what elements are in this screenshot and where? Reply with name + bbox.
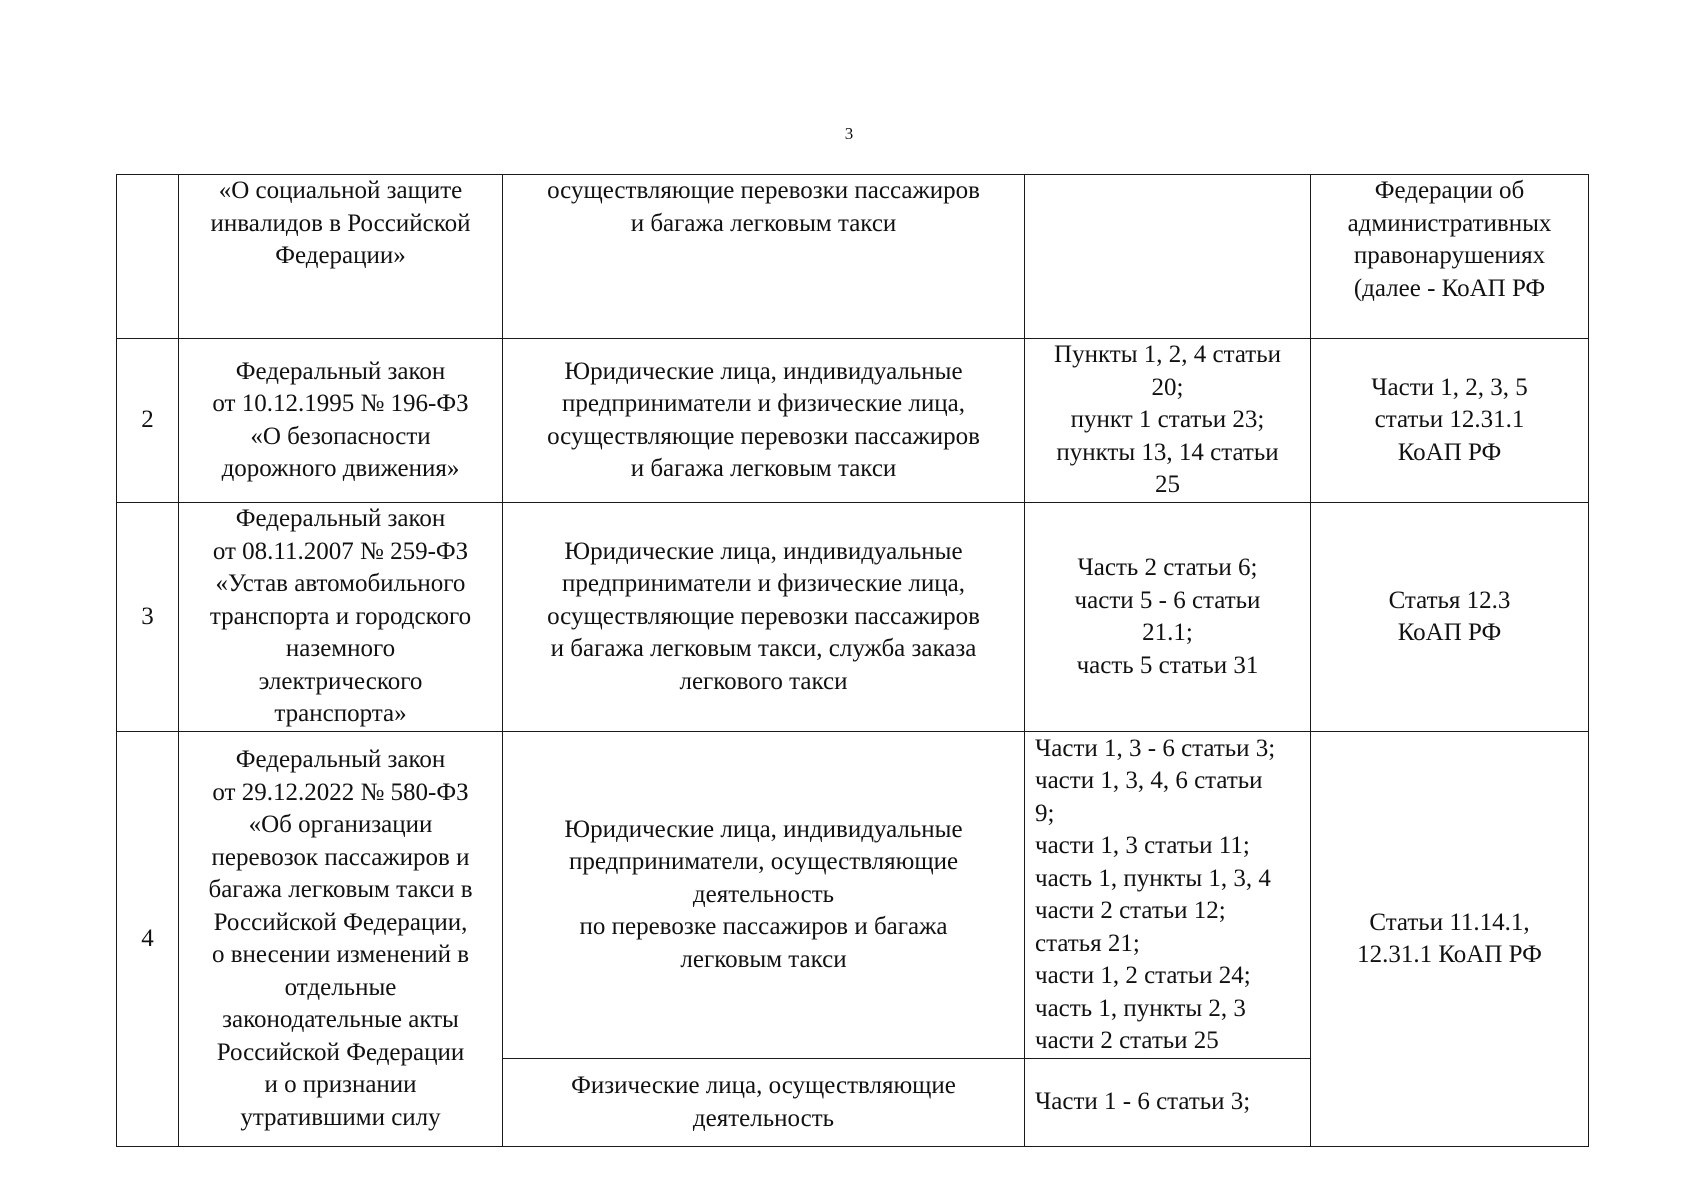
subjects-line: деятельность [692, 1104, 835, 1132]
subjects-line: предприниматели и физические лица, [562, 390, 965, 417]
provisions-cell [1025, 503, 1311, 732]
provisions-line: пункт 1 статьи 23; [1070, 406, 1265, 434]
subjects-cell [503, 175, 1025, 339]
law-line: дорожного движения» [221, 455, 460, 482]
row-number-cell: 4 [117, 732, 179, 1147]
law-line: от 08.11.2007 № 259-ФЗ [212, 537, 469, 565]
subjects-line: и багажа легковым такси [630, 455, 897, 482]
subjects-cell [503, 1059, 1025, 1147]
subjects-line: предприниматели, осуществляющие [568, 848, 959, 876]
subjects-line: Юридические лица, индивидуальные [564, 537, 963, 565]
subjects-line: осуществляющие перевозки пассажиров [547, 602, 980, 630]
table-row [117, 339, 1589, 503]
subjects-line: легкового такси [679, 667, 848, 695]
table-row [117, 175, 1589, 339]
liability-line: Федерации об [1374, 177, 1525, 204]
provisions-line: части 2 статьи 12; [1035, 897, 1226, 924]
law-line: «О безопасности [250, 422, 431, 450]
subjects-cell [503, 503, 1025, 732]
provisions-line: части 1, 2 статьи 24; [1035, 962, 1251, 989]
provisions-line: 25 [1155, 471, 1180, 499]
law-line: транспорта и городского [209, 602, 472, 630]
law-line: Федеральный закон [235, 746, 446, 773]
liability-line: статьи 12.31.1 [1374, 406, 1525, 434]
subjects-line: Юридические лица, индивидуальные [564, 815, 963, 843]
provisions-line: часть 1, пункты 2, 3 [1035, 994, 1246, 1022]
provisions-line: статья 21; [1035, 929, 1140, 957]
provisions-line: Части 1 - 6 статьи 3; [1035, 1088, 1251, 1116]
provisions-line: части 5 - 6 статьи [1074, 586, 1261, 614]
provisions-line: части 1, 3, 4, 6 статьи [1035, 767, 1263, 794]
law-line: и о признании [264, 1071, 417, 1098]
provisions-line: части 2 статьи 25 [1035, 1027, 1219, 1054]
law-line: Российской Федерации, [213, 908, 468, 936]
law-line: багажа легковым такси в [208, 876, 473, 903]
liability-line: КоАП РФ [1397, 619, 1502, 646]
subjects-line: деятельность [692, 880, 835, 908]
subjects-line: легковым такси [680, 945, 847, 973]
liability-line: КоАП РФ [1397, 438, 1502, 466]
law-line: электрического [258, 667, 423, 695]
liability-cell [1311, 503, 1589, 732]
law-line: Федеральный закон [235, 357, 446, 385]
provisions-cell [1025, 339, 1311, 503]
liability-cell [1311, 175, 1589, 339]
provisions-cell [1025, 1059, 1311, 1147]
provisions-line: Пункты 1, 2, 4 статьи [1054, 341, 1281, 369]
law-line: отдельные [284, 973, 397, 1001]
subjects-line: Физические лица, осуществляющие [571, 1072, 956, 1099]
table-row [117, 732, 1589, 1059]
liability-cell [1311, 732, 1589, 1147]
subjects-line: осуществляющие перевозки пассажиров [547, 177, 980, 204]
subjects-line: предприниматели и физические лица, [562, 570, 965, 598]
law-cell [179, 339, 503, 503]
law-line: Федерации» [275, 242, 406, 269]
provisions-line: часть 5 статьи 31 [1076, 651, 1259, 679]
provisions-cell [1025, 175, 1311, 339]
subjects-line: и багажа легковым такси [630, 209, 897, 237]
liability-cell [1311, 339, 1589, 503]
row-number-cell: 3 [117, 503, 179, 732]
law-line: «Устав автомобильного [215, 570, 466, 598]
law-line: Российской Федерации [216, 1038, 465, 1066]
law-line: Федеральный закон [235, 505, 446, 533]
law-line: утратившими силу [240, 1103, 441, 1131]
law-line: «О социальной защите [218, 177, 463, 204]
provisions-line: Часть 2 статьи 6; [1077, 554, 1258, 581]
provisions-line: пункты 13, 14 статьи [1056, 438, 1279, 466]
law-line: от 10.12.1995 № 196-ФЗ [212, 390, 469, 417]
law-line: перевозок пассажиров и [211, 843, 470, 871]
provisions-cell [1025, 732, 1311, 1059]
law-cell [179, 175, 503, 339]
liability-line: административных [1347, 209, 1552, 237]
subjects-line: по перевозке пассажиров и багажа [579, 913, 948, 941]
subjects-cell [503, 339, 1025, 503]
row-number-cell [117, 175, 179, 339]
law-line: инвалидов в Российской [210, 209, 471, 237]
regulations-table [116, 174, 1589, 1147]
law-line: «Об организации [248, 811, 433, 838]
law-line: о внесении изменений в [211, 941, 470, 968]
provisions-line: 20; [1151, 373, 1184, 401]
subjects-line: осуществляющие перевозки пассажиров [547, 422, 980, 450]
subjects-line: и багажа легковым такси, служба заказа [550, 635, 977, 663]
law-cell [179, 732, 503, 1147]
provisions-line: 9; [1035, 799, 1055, 827]
liability-line: Статьи 11.14.1, [1369, 908, 1530, 936]
subjects-line: Юридические лица, индивидуальные [564, 357, 963, 385]
law-line: транспорта» [274, 700, 407, 728]
row-number-cell: 2 [117, 339, 179, 503]
law-line: от 29.12.2022 № 580-ФЗ [212, 778, 469, 806]
liability-line: 12.31.1 КоАП РФ [1357, 941, 1542, 968]
liability-line: Статья 12.3 [1388, 586, 1511, 614]
provisions-line: 21.1; [1142, 619, 1193, 646]
provisions-line: часть 1, пункты 1, 3, 4 [1035, 864, 1271, 892]
provisions-line: Части 1, 3 - 6 статьи 3; [1035, 734, 1276, 762]
law-cell [179, 503, 503, 732]
liability-line: правонарушениях [1353, 242, 1546, 269]
page-number: 3 [844, 124, 854, 143]
liability-line: (далее - КоАП РФ [1353, 274, 1546, 302]
liability-line: Части 1, 2, 3, 5 [1371, 373, 1528, 401]
law-line: законодательные акты [222, 1006, 459, 1033]
law-line: наземного [285, 635, 396, 663]
provisions-line: части 1, 3 статьи 11; [1035, 832, 1250, 859]
table-row [117, 503, 1589, 732]
subjects-cell [503, 732, 1025, 1059]
